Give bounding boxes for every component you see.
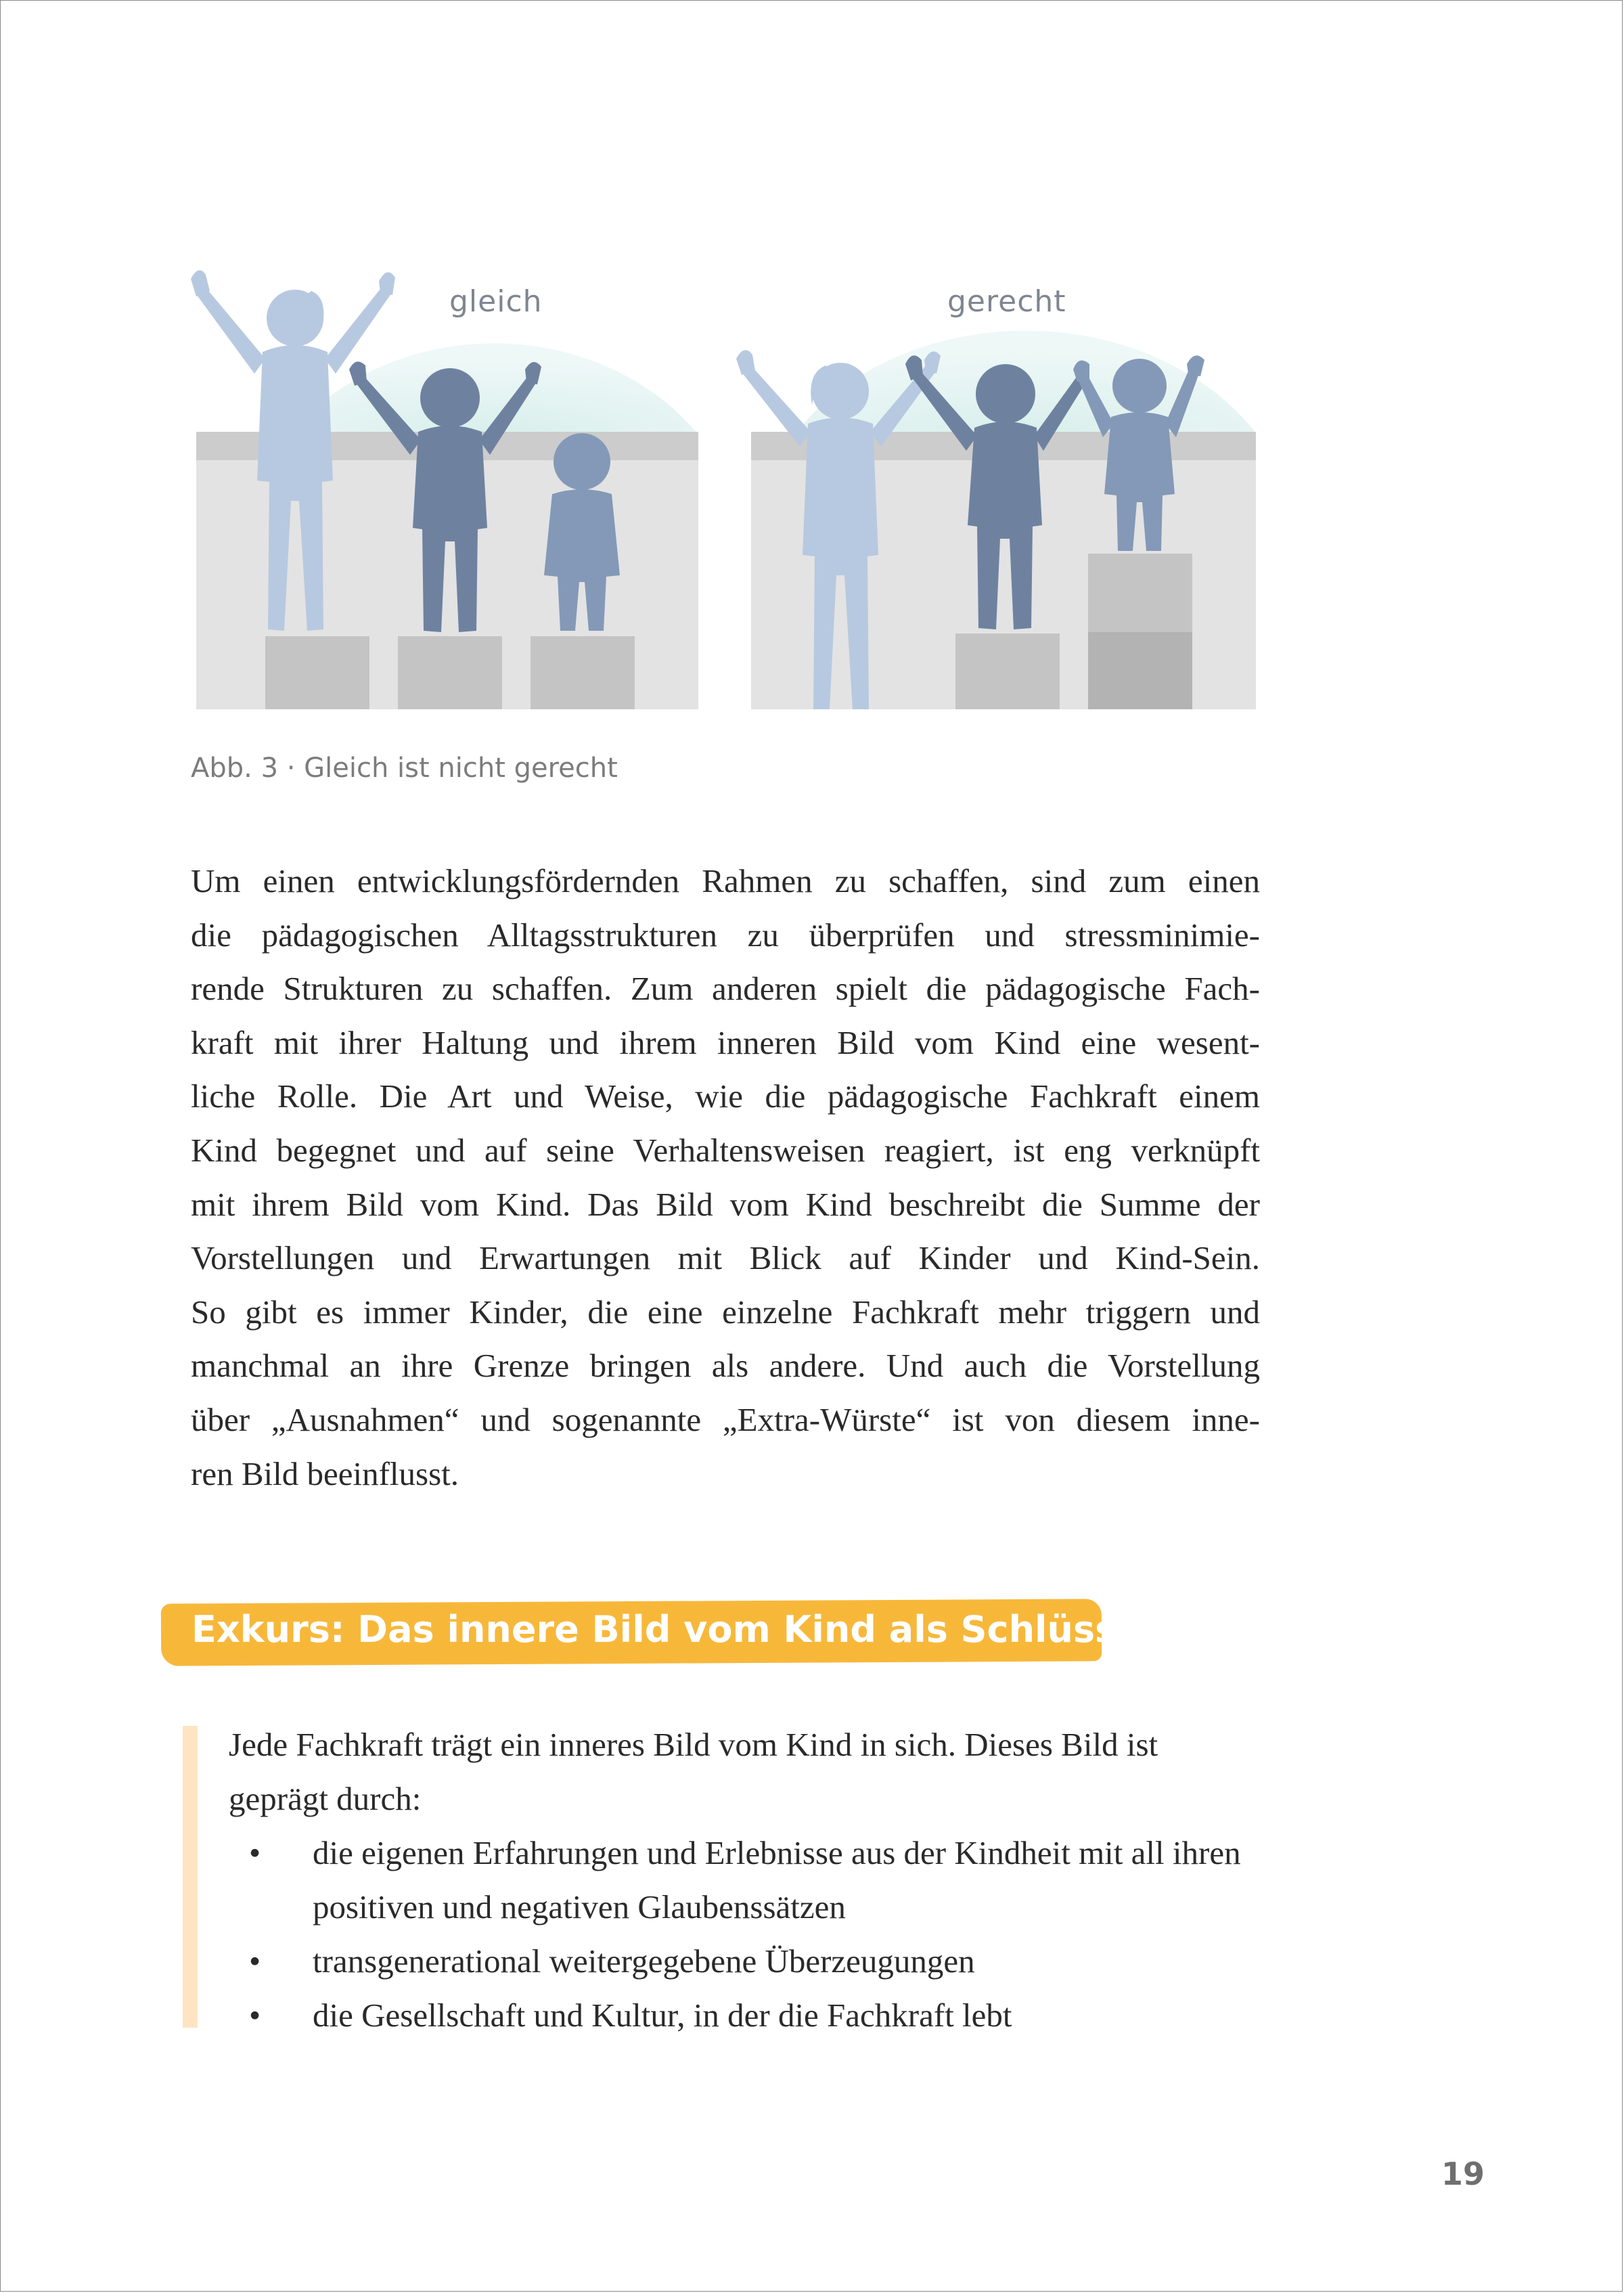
- body-line: Kind begegnet und auf seine Verhaltensweisen reagiert, ist eng verknüpft: [191, 1131, 1260, 1169]
- crate-left-1: [265, 636, 369, 709]
- list-item: [229, 1934, 1264, 1988]
- body-line: ren Bild beeinflusst.: [191, 1454, 459, 1492]
- body-paragraph: [191, 854, 1260, 1500]
- sky-dome-left: [291, 343, 697, 433]
- page-number: 19: [1441, 2156, 1485, 2192]
- body-line: mit ihrem Bild vom Kind. Das Bild vom Kind beschreibt die Summe der: [191, 1185, 1260, 1223]
- body-line: die pädagogischen Alltagsstrukturen zu überprüfen und stressminimie-: [191, 916, 1260, 954]
- list-item-text: die Gesellschaft und Kultur, in der die Fachkraft lebt: [313, 1997, 1012, 2034]
- panel-gleich: [191, 270, 698, 709]
- panel-label-gleich: gleich: [449, 284, 543, 319]
- crate-left-3: [531, 636, 635, 709]
- list-item: [229, 1988, 1264, 2043]
- exkurs-title: Exkurs: Das innere Bild vom Kind als Schlüssel: [191, 1608, 1154, 1651]
- equality-vs-equity-illustration: [189, 217, 1272, 717]
- crate-right-1: [955, 633, 1060, 709]
- body-line: Um einen entwicklungsfördernden Rahmen zu schaffen, sind zum einen: [191, 862, 1260, 899]
- exkurs-list: [229, 1826, 1264, 2043]
- list-item-text: die eigenen Erfahrungen und Erlebnisse aus der Kindheit mit all ihren positiven und negativen Glaubenssätzen: [313, 1834, 1241, 1925]
- body-line: kraft mit ihrer Haltung und ihrem inneren Bild vom Kind eine wesent-: [191, 1023, 1260, 1061]
- body-line: rende Strukturen zu schaffen. Zum anderen spielt die pädagogische Fach-: [191, 970, 1260, 1008]
- bullet: •: [249, 1834, 261, 1871]
- list-item: [229, 1826, 1264, 1934]
- exkurs-intro: Jede Fachkraft trägt ein inneres Bild vom Kind in sich. Dieses Bild ist geprägt durch:: [229, 1726, 1158, 1817]
- body-line: Vorstellungen und Erwartungen mit Blick auf Kinder und Kind-Sein.: [191, 1239, 1260, 1277]
- body-line: liche Rolle. Die Art und Weise, wie die pädagogische Fachkraft einem: [191, 1077, 1260, 1115]
- crate-right-2-top: [1088, 554, 1192, 632]
- bullet: •: [249, 1942, 261, 1980]
- bullet: •: [249, 1997, 261, 2034]
- crate-right-2-bottom: [1088, 632, 1192, 709]
- panel-gerecht: [736, 331, 1256, 709]
- body-line: manchmal an ihre Grenze bringen als andere. Und auch die Vorstellung: [191, 1347, 1260, 1385]
- illustration-svg: [189, 217, 1272, 717]
- body-line: So gibt es immer Kinder, die eine einzelne Fachkraft mehr triggern und: [191, 1293, 1260, 1331]
- panel-label-gerecht: gerecht: [947, 284, 1066, 319]
- crate-left-2: [398, 636, 502, 709]
- exkurs-body: [229, 1718, 1264, 2043]
- body-line: über „Ausnahmen“ und sogenannte „Extra-Würste“ ist von diesem inne-: [191, 1400, 1260, 1438]
- list-item-text: transgenerational weitergegebene Überzeugungen: [313, 1942, 975, 1980]
- quote-bar: [183, 1726, 198, 2028]
- figure-caption: Abb. 3 · Gleich ist nicht gerecht: [191, 753, 618, 784]
